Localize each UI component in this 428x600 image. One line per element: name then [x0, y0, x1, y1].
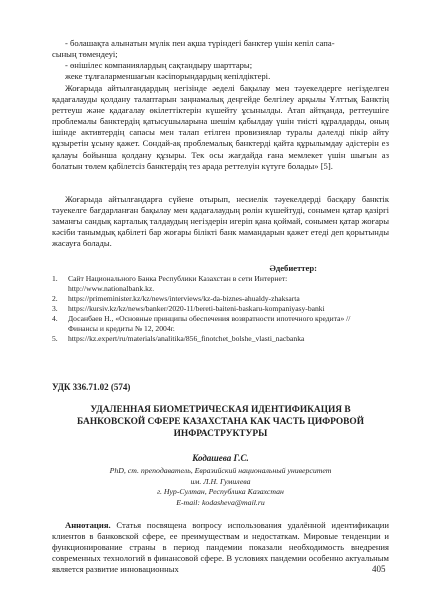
author-affiliation: [52, 466, 389, 508]
reference-item: [52, 294, 389, 304]
abstract-paragraph: [52, 520, 389, 575]
abstract: [52, 520, 389, 575]
reference-link[interactable]: https://kz.expert/ru/materials/analitika/856_finotchet_bolshe_vlasti_nacbanka: [68, 334, 305, 343]
references-list: [52, 274, 389, 344]
reference-link[interactable]: https://kursiv.kz/kz/news/banker/2020-11/bereti-baiteni-baskaru-kompaniyasy-banki: [68, 304, 325, 313]
affiliation-line: им. Л.Н. Гумилева: [190, 476, 251, 486]
reference-item: [52, 274, 389, 284]
list-line: сының төмендеуі;: [52, 49, 118, 60]
references-heading: Әдебиеттер:: [269, 263, 317, 273]
reference-item-cont: [52, 324, 389, 334]
reference-link[interactable]: http://www.nationalbank.kz.: [68, 284, 155, 293]
abstract-label: Аннотация.: [65, 520, 111, 530]
affiliation-line: г. Нур-Султан, Республика Казахстан: [157, 487, 284, 496]
body-paragraph-1: [52, 83, 389, 172]
author-name: Кодашева Г.С.: [192, 453, 249, 463]
reference-text: Досанбаев Н., «Основные принципы обеспечения возвратности ипотечного кредита» //: [68, 314, 351, 323]
reference-number: 2.: [52, 294, 58, 303]
page-number: 405: [372, 564, 386, 574]
reference-item: [52, 314, 389, 324]
reference-number: 4.: [52, 314, 58, 323]
reference-link[interactable]: https://primeminister.kz/kz/news/interviews/kz-da-biznes-ahualdy-zhaksarta: [68, 294, 300, 303]
reference-number: 5.: [52, 334, 58, 343]
title-line: ИНФРАСТРУКТУРЫ: [173, 429, 268, 439]
list-line: - болашақта алынатын мүлік пен ақша түріндегі банктер үшін кепіл сапа-: [65, 38, 335, 48]
paragraph-text: Жоғарыда айтылғандарға сүйене отырып, несиелік тәуекелдерді басқару банктік тәуекелге бағдарланған бақылау мен қадағалаудың рөлін күшейтуді, сонымен қатар қазіргі заманғы сандық карталық талдаудың негіздерін игеріп қана қоймай, сонымен қатар жоғары кәсіби танымдық қабілеті бар жоғары білікті банк мамандарын қажет етеді деп қорытынды жасауға болады.: [52, 194, 389, 249]
title-line: УДАЛЕННАЯ БИОМЕТРИЧЕСКАЯ ИДЕНТИФИКАЦИЯ В: [90, 405, 351, 415]
udc-code: УДК 336.71.02 (574): [52, 382, 131, 392]
reference-item: [52, 334, 389, 344]
reference-item-cont[interactable]: [52, 284, 389, 294]
abstract-text: Статья посвящена вопросу использования удалённой идентификации клиентов в банковской сфере, ее преимуществам и недостаткам. Мировые тенденции и функционирование страны в период пандемии показали необходимость внедрения современных технологий в финансовой сфере. В условиях пандемии особенно актуальным является развитие инновационных: [52, 520, 389, 575]
paragraph-text: Жоғарыда айтылғандардың негізінде әеделі бақылау мен тәуекелдерге негізделген қадағалауды қолдану талаптарын заңнамалық деңгейде белгілеу арқылы Ұлттық Банктің реттеуш және қадағалау өкілеттіктерін күшейту ұсынылды. Атап айтқанда, реттеушіге проблемалы банктердің қатысушыларына шешім қабылдау үшін тиісті құралдарды, оның ішінде активтердің сапасы мен талап етілген провизиялар туралы дәлелді пікір айту құзыретін ұсыну қажет. Сондай-ақ проблемалық банктерді қайта құрылымдау әдістерін ез қалауы бойынша қолдану құзыры. Тек осы жағдайда ғана мемлекет үшін шығын аз болатын төлем қабілетсіз банктердің тез арада реттелуін күтуге болады» [5].: [52, 83, 389, 171]
reference-number: 3.: [52, 304, 58, 313]
reference-text: Финансы и кредиты № 12, 2004г.: [68, 324, 175, 333]
title-line: БАНКОВСКОЙ СФЕРЕ КАЗАХСТАНА КАК ЧАСТЬ ЦИФРОВОЙ: [76, 417, 364, 427]
article-title: [52, 404, 389, 440]
list-line: - өнішілес компаниялардың сақтандыру шарттары;: [65, 60, 253, 71]
intro-list: [52, 38, 389, 82]
reference-item: [52, 304, 389, 314]
reference-text: Сайт Национального Банка Республики Казахстан в сети Интернет:: [68, 274, 288, 283]
list-line: жеке тұлғаларменшағын кәсіпорындардың кепілдіктері.: [65, 71, 271, 82]
body-paragraph-2: [52, 194, 389, 249]
affiliation-line: PhD, ст. преподаватель, Евразийский национальный университет: [109, 466, 332, 475]
author-email[interactable]: E-mail: kodasheva@mail.ru: [176, 497, 265, 507]
reference-number: 1.: [52, 274, 58, 283]
